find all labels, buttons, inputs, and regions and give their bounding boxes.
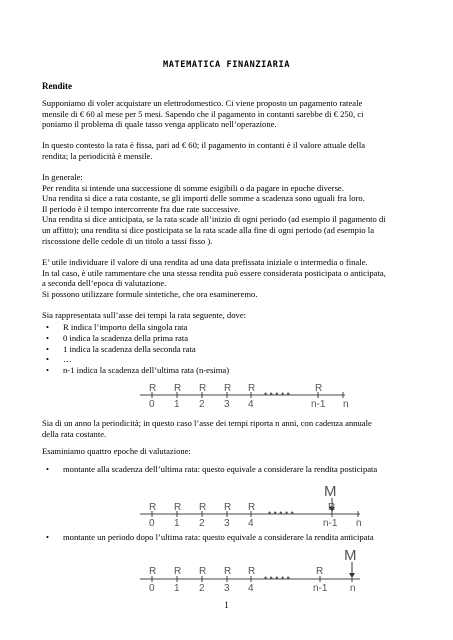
text-line: riscossione delle cedole di un titolo a tassi fisso ). (42, 235, 213, 246)
text-line: un affitto); una rendita si dice posticipata se la rata scade alla fine di ogni periodo (ad esempio la (42, 224, 375, 235)
bullet-icon: • (46, 322, 50, 332)
list-item: • … (46, 354, 72, 365)
tick-label: 2 (199, 518, 205, 529)
paragraph-periodicity (42, 418, 417, 439)
text-line: In tal caso, è utile rammentare che una stessa rendita può essere considerata posticipata o anticipata, (42, 267, 386, 278)
section-heading: Rendite (42, 81, 72, 91)
rate-label: R (248, 383, 256, 394)
rate-label: R (248, 502, 256, 513)
montante-label: M (324, 483, 337, 500)
tick-label: 4 (248, 583, 254, 594)
text-line: Sia di un anno la periodicità; in questo caso l’asse dei tempi riporta n anni, con cadenza annuale (42, 418, 372, 428)
text-line: mensile di € 60 al mese per 5 mesi. Sapendo che il pagamento in contanti sarebbe di € 250, ci (42, 108, 364, 119)
paragraph-context (42, 140, 417, 161)
tick-label: 4 (248, 518, 254, 529)
rate-label: R (316, 566, 324, 577)
tick-label: 0 (149, 583, 155, 594)
text-line: poniamo il problema di quale tasso venga applicato nell’operazione. (42, 119, 277, 130)
text-line: Il periodo è il tempo intercorrente fra due rate successive. (42, 203, 241, 214)
page-number: 1 (224, 600, 229, 610)
ellipsis-dots: • • • • • (264, 573, 290, 583)
rate-label: R (174, 502, 182, 513)
bullet-icon: • (46, 365, 50, 376)
legend-list (42, 322, 229, 376)
bullet-icon: • (46, 354, 50, 365)
tick-label: n (343, 399, 349, 410)
list-item: • 0 indica la scadenza della prima rata (46, 332, 189, 343)
rate-label: R (224, 383, 232, 394)
tick-label: 1 (174, 583, 180, 594)
text-line: Per rendita si intende una successione di somme esigibili o da pagare in epoche diverse. (42, 182, 344, 193)
tick-label: 2 (199, 583, 205, 594)
rate-label: R (174, 383, 182, 394)
paragraph-intro (42, 98, 417, 130)
tick-label: 3 (224, 399, 230, 410)
tick-label: 4 (248, 399, 254, 410)
bullet-icon: • (46, 332, 50, 343)
rate-label: R (174, 566, 182, 577)
text-line: Supponiamo di voler acquistare un elettrodomestico. Ci viene proposto un pagamento rateale (42, 98, 363, 108)
text-line: Una rendita si dice a rata costante, se gli importi delle somme a scadenza sono uguali fra loro. (42, 193, 365, 204)
bullet-icon: • (46, 464, 50, 474)
rate-label: R (224, 502, 232, 513)
list-item: • montante alla scadenza dell’ultima rata: questo equivale a considerare la rendita posticipata (46, 464, 378, 474)
bullet-icon: • (46, 343, 50, 354)
paragraph-valuation (42, 257, 417, 299)
timeline-diagram-posticipata (0, 478, 453, 528)
timeline-diagram (0, 380, 453, 412)
rate-label: R (248, 566, 256, 577)
epoch-list-1 (42, 464, 377, 475)
tick-label: n (356, 518, 362, 529)
rate-label: R (224, 566, 232, 577)
montante-label: M (344, 547, 357, 564)
text-line: rendita; la periodicità è mensile. (42, 150, 153, 161)
bullet-icon: • (46, 532, 50, 542)
tick-label: n-1 (311, 399, 326, 410)
ellipsis-dots: • • • • • (268, 508, 294, 518)
timeline-diagram-anticipata (0, 544, 453, 594)
epoch-list-2 (42, 532, 374, 543)
rate-label: R (328, 502, 336, 513)
tick-label: n-1 (313, 583, 328, 594)
tick-label: n-1 (323, 518, 338, 529)
text-line: In questo contesto la rata è fissa, pari ad € 60; il pagamento in contanti è il valore attuale della (42, 140, 366, 150)
text-line: Si possono utilizzare formule sintetiche, che ora esamineremo. (42, 288, 258, 299)
tick-label: 0 (149, 399, 155, 410)
ellipsis-dots: • • • • • (264, 389, 290, 399)
text-line: Esaminiamo quattro epoche di valutazione: (42, 446, 191, 456)
document-title: MATEMATICA FINANZIARIA (162, 60, 291, 70)
rate-label: R (199, 383, 207, 394)
text-line: Una rendita si dice anticipata, se la rata scade all’inizio di ogni periodo (ad esempio il pagamento di (42, 214, 386, 225)
text-line: della rata costante. (42, 428, 107, 439)
rate-label: R (199, 502, 207, 513)
text-line: In generale: (42, 172, 83, 182)
list-item: • n-1 indica la scadenza dell’ultima rata (n-esima) (46, 365, 230, 376)
text-line: a seconda dell’epoca di valutazione. (42, 278, 167, 289)
text-line: Sia rappresentata sull’asse dei tempi la rata seguente, dove: (42, 310, 247, 320)
tick-label: 1 (174, 518, 180, 529)
text-line: E’ utile individuare il valore di una rendita ad una data prefissata iniziale o intermedia o finale. (42, 257, 368, 267)
list-item: • R indica l’importo della singola rata (46, 322, 188, 332)
paragraph-definitions (42, 172, 417, 246)
tick-label: n (350, 583, 356, 594)
tick-label: 3 (224, 583, 230, 594)
list-item: • 1 indica la scadenza della seconda rata (46, 343, 196, 354)
paragraph-axis-intro (42, 310, 417, 321)
rate-label: R (315, 383, 323, 394)
rate-label: R (149, 383, 157, 394)
tick-label: 3 (224, 518, 230, 529)
list-item: • montante un periodo dopo l’ultima rata: questo equivale a considerare la rendita anticipata (46, 532, 374, 542)
rate-label: R (199, 566, 207, 577)
tick-label: 2 (199, 399, 205, 410)
paragraph-epochs (42, 446, 417, 457)
tick-label: 1 (174, 399, 180, 410)
tick-label: 0 (149, 518, 155, 529)
rate-label: R (149, 566, 157, 577)
rate-label: R (149, 502, 157, 513)
